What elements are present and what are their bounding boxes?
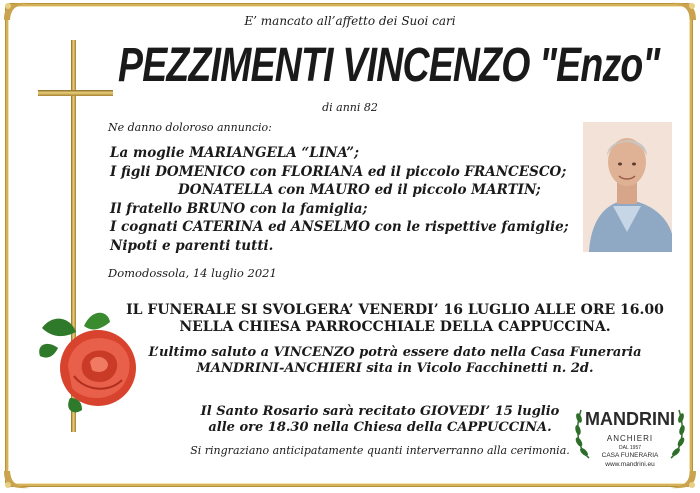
- intro-line: E’ mancato all’affetto dei Suoi cari: [244, 14, 456, 28]
- mourner-line: I figli DOMENICO con FLORIANA ed il piccolo FRANCESCO;: [110, 163, 567, 180]
- age-line: di anni 82: [322, 101, 378, 114]
- cross-bar: [38, 90, 113, 96]
- corner-ornament-icon: [2, 469, 32, 491]
- mourner-line: I cognati CATERINA ed ANSELMO con le rispettive famiglie;: [110, 219, 569, 236]
- logo-type: CASA FUNERARIA: [601, 452, 659, 459]
- logo-since: DAL 1957: [618, 445, 642, 451]
- funeral-notice: [0, 302, 700, 336]
- mourners-list: [110, 144, 569, 256]
- deceased-name: PEZZIMENTI VINCENZO "Enzo": [118, 39, 660, 92]
- thanks-line: Si ringraziano anticipatamente quanti interverranno alla cerimonia.: [190, 444, 570, 457]
- funeral-line: IL FUNERALE SI SVOLGERA’ VENERDI’ 16 LUGLIO ALLE ORE 16.00: [126, 302, 664, 318]
- farewell-notice: [0, 345, 700, 377]
- logo-brand: MANDRINI: [585, 409, 675, 429]
- farewell-line: MANDRINI-ANCHIERI sita in Vicolo Facchinetti n. 2d.: [196, 361, 594, 376]
- funeral-home-logo: [573, 404, 687, 472]
- deceased-photo: [583, 122, 672, 252]
- rosary-line: Il Santo Rosario sarà recitato GIOVEDI’ 15 luglio: [200, 404, 560, 419]
- mourner-line: Nipoti e parenti tutti.: [110, 237, 274, 254]
- corner-ornament-icon: [668, 469, 698, 491]
- portrait-icon: [583, 122, 672, 252]
- funeral-line: NELLA CHIESA PARROCCHIALE DELLA CAPPUCCINA.: [179, 319, 611, 335]
- logo-subtitle: ANCHIERI: [606, 434, 654, 443]
- place-date: Domodossola, 14 luglio 2021: [108, 266, 277, 280]
- mourner-line: La moglie MARIANGELA “LINA”;: [110, 145, 359, 161]
- announcement-line: Ne danno doloroso annuncio:: [108, 121, 272, 134]
- logo-website: www.mandrini.eu: [605, 461, 655, 468]
- mourner-line: DONATELLA con MAURO ed il piccolo MARTIN;: [178, 182, 541, 199]
- mourner-line: Il fratello BRUNO con la famiglia;: [110, 200, 368, 217]
- rosary-line: alle ore 18.30 nella Chiesa della CAPPUCCINA.: [208, 420, 552, 435]
- farewell-line: L’ultimo saluto a VINCENZO potrà essere dato nella Casa Funeraria: [148, 345, 642, 360]
